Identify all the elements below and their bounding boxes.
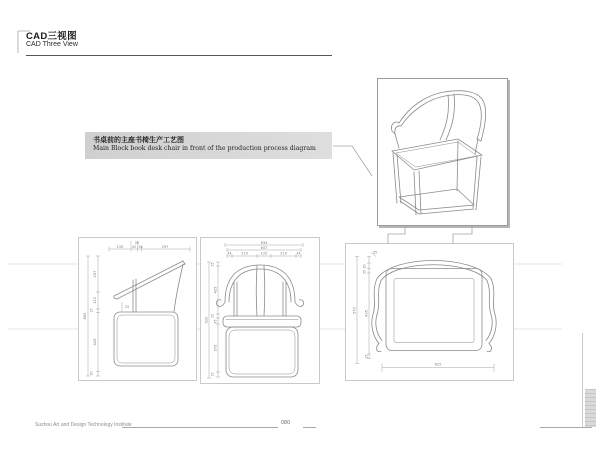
dim-label: 375: [213, 344, 218, 352]
chair-top-view-drawing: [346, 244, 513, 380]
dim-label: 30: [89, 371, 94, 376]
title-rule: [26, 55, 332, 56]
dim-label: 860: [83, 312, 87, 320]
dim-label: 25: [210, 372, 215, 377]
callout-text-cn: 书桌前的主座书椅生产工艺图: [93, 137, 184, 144]
dim-label: 25: [210, 313, 215, 319]
front-view-box: [200, 237, 320, 384]
dim-label: 44: [296, 251, 301, 256]
dim-label: 20: [134, 241, 140, 245]
footer-institute: Suzhou Art and Design Technology Institute: [35, 422, 132, 428]
dim-label: 25: [362, 269, 367, 275]
dim-label: 45: [213, 319, 218, 324]
dim-label: 647: [260, 245, 268, 250]
chair-perspective-drawing: [378, 79, 507, 225]
dim-label: 625: [434, 362, 442, 367]
dim-label: 520: [204, 316, 209, 324]
chair-front-view-drawing: [201, 238, 319, 383]
dim-label: 257: [93, 270, 97, 278]
dim-label: 26: [138, 244, 143, 249]
dim-label: 120: [260, 251, 268, 256]
dim-label: 25: [364, 354, 369, 359]
dim-label: 30: [362, 264, 367, 269]
dim-label: 25: [89, 308, 94, 313]
dim-label: 44: [227, 251, 232, 256]
dim-label: 25: [124, 305, 130, 309]
dim-label: 25: [210, 262, 215, 267]
dim-label: 150: [116, 244, 124, 249]
footer-rule: [122, 427, 278, 428]
dim-label: 570: [352, 307, 357, 314]
dim-label: 123: [93, 297, 97, 304]
dim-label: 425: [213, 286, 218, 294]
dim-label: 219: [241, 251, 248, 256]
page-number: 080: [281, 420, 291, 426]
bracket-connector: [388, 225, 405, 244]
callout-banner: [85, 132, 332, 159]
page-subtitle: CAD Three View: [26, 41, 78, 48]
dim-label: 35: [372, 250, 378, 255]
top-view-box: [345, 243, 514, 381]
chair-side-view-drawing: [79, 238, 196, 380]
dim-label: 435: [364, 310, 369, 317]
side-tab: [585, 389, 596, 427]
page-title: CAD三视图: [26, 31, 77, 42]
side-view-box: [78, 237, 197, 381]
footer-rule: [540, 427, 592, 428]
dim-label: 45: [131, 244, 137, 249]
dim-label: 219: [280, 251, 287, 256]
dim-label: 297: [161, 244, 169, 249]
footer-rule: [303, 427, 316, 428]
callout-leader-line: [333, 146, 372, 176]
callout-text-en: Main Block book desk chair in front of the production process diagram: [93, 145, 316, 152]
dim-label: 634: [260, 240, 268, 245]
perspective-view-box: [377, 78, 508, 226]
dim-label: 425: [93, 338, 97, 346]
bracket-connector: [453, 225, 472, 244]
